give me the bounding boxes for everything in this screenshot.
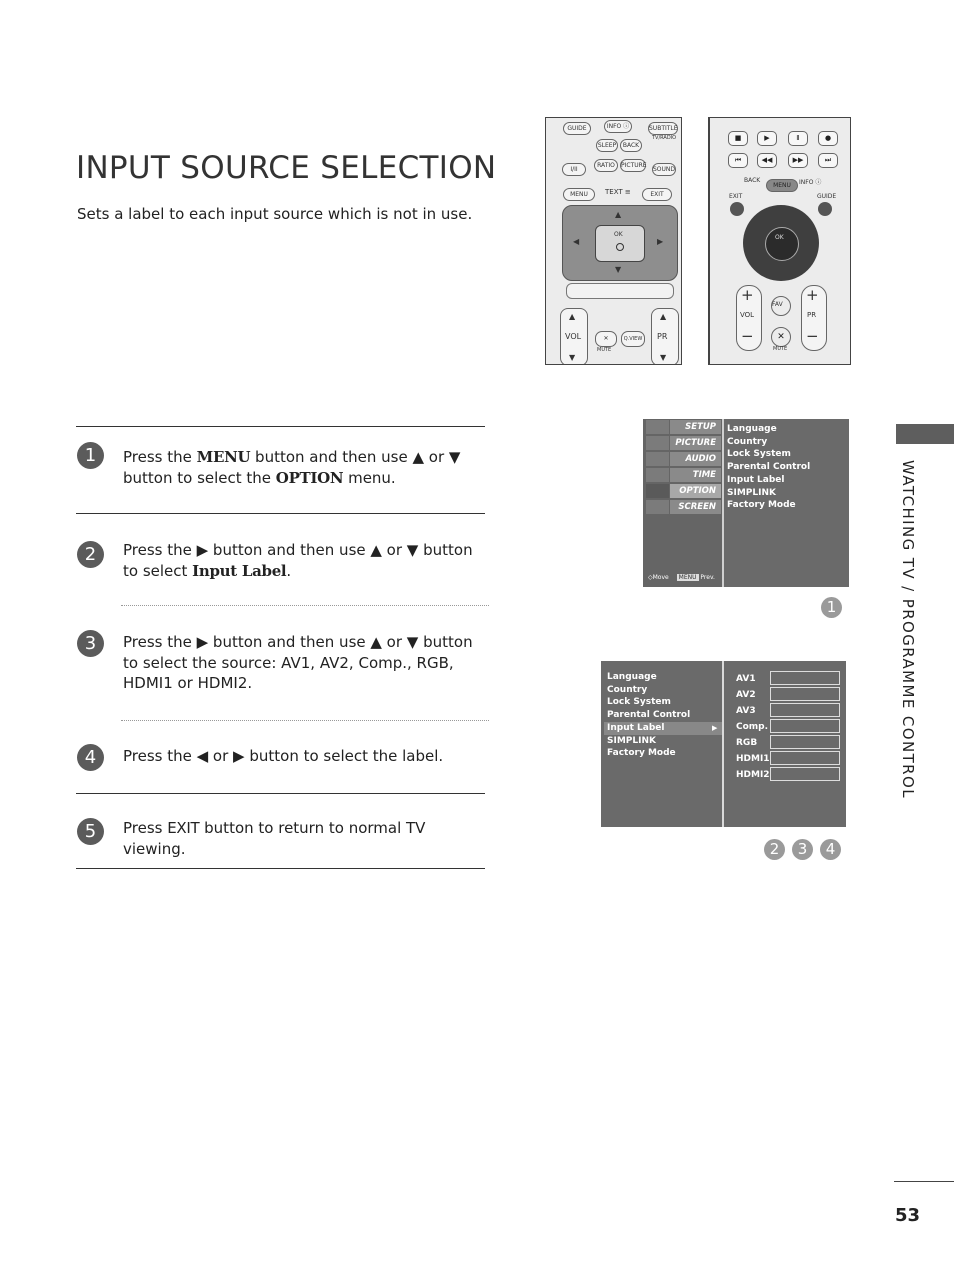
- osd-item: Factory Mode: [727, 500, 796, 511]
- color-keys-row: [566, 283, 674, 299]
- right-arrow-icon: ▶: [712, 724, 718, 732]
- source-label: HDMI1: [736, 754, 770, 764]
- record-button: ●: [818, 131, 838, 146]
- label-field: [770, 751, 840, 765]
- step-number-5: 5: [77, 818, 104, 845]
- label-field: [770, 735, 840, 749]
- pr-down-icon: ▼: [660, 353, 667, 362]
- step-2-text: Press the ▶ button and then use ▲ or ▼ button to select Input Label.: [123, 541, 473, 580]
- osd-item-selected: Input Label: [607, 722, 665, 733]
- source-label: Comp.: [736, 722, 769, 732]
- vol-down-icon: ▼: [569, 353, 576, 362]
- menu-button: MENU: [563, 188, 595, 201]
- remote-control-image-2: [708, 117, 851, 365]
- page-subtitle: Sets a label to each input source which is not in use.: [77, 205, 473, 223]
- picture-icon: [646, 436, 669, 450]
- setup-icon: [646, 420, 669, 434]
- step-number-4: 4: [77, 744, 104, 771]
- source-label: AV2: [736, 690, 756, 700]
- next-button: ⏭: [818, 153, 838, 168]
- step-divider: [76, 513, 485, 514]
- vol-up-icon: ▲: [569, 312, 576, 321]
- osd2-source-list: [736, 671, 770, 783]
- osd-item: SIMPLINK: [607, 735, 656, 746]
- ok-button-2: OK: [765, 227, 799, 261]
- vol-plus-icon: +: [741, 286, 754, 304]
- step-divider-dotted: [121, 605, 489, 606]
- source-label: AV1: [736, 674, 756, 684]
- page-number: 53: [895, 1205, 921, 1226]
- picture-button: PICTURE: [620, 159, 646, 172]
- iv-button: I/II: [562, 163, 586, 176]
- screen-icon: [646, 500, 669, 514]
- osd-item: Parental Control: [607, 710, 691, 721]
- vol-minus-icon: −: [741, 327, 754, 345]
- up-arrow-icon: ▲: [615, 210, 622, 219]
- menu-button-2: MENU: [766, 179, 798, 192]
- step-badge-2: 2: [764, 839, 785, 860]
- pr-minus-icon: −: [806, 327, 819, 345]
- move-icon: ◇: [648, 574, 653, 581]
- step-number-2: 2: [77, 541, 104, 568]
- osd2-divider: [722, 661, 724, 827]
- option-keyword: OPTION: [275, 468, 344, 487]
- step-divider-dotted: [121, 720, 489, 721]
- tab-time: TIME: [670, 468, 721, 482]
- exit-button-2: [730, 202, 744, 216]
- mute-label: MUTE: [597, 347, 612, 353]
- rewind-button: ◀◀: [757, 153, 777, 168]
- osd-item: Parental Control: [727, 462, 811, 473]
- ok-center-dot: [616, 243, 624, 251]
- osd-item: Language: [607, 672, 657, 682]
- step-divider: [76, 868, 485, 869]
- exit-button: EXIT: [642, 188, 672, 201]
- menu-key-badge: MENU: [678, 574, 697, 581]
- tab-audio: AUDIO: [670, 452, 721, 466]
- page-number-rule: [894, 1181, 954, 1182]
- label-field: [770, 671, 840, 685]
- guide-button: GUIDE: [563, 122, 591, 135]
- stop-button: ■: [728, 131, 748, 146]
- step-3-text: Press the ▶ button and then use ▲ or ▼ button to select the source: AV1, AV2, Comp., RGB, HDMI1 or HDMI2.: [123, 633, 473, 692]
- mute-label-2: MUTE: [773, 346, 788, 352]
- info-button: INFO ⓘ: [604, 120, 632, 133]
- pr-label: PR: [657, 332, 668, 341]
- source-label: AV3: [736, 706, 756, 716]
- fav-circle: [771, 296, 791, 316]
- play-button: ▶: [757, 131, 777, 146]
- time-icon: [646, 468, 669, 482]
- exit-keyword: EXIT: [167, 819, 200, 837]
- osd-item: Country: [727, 436, 768, 447]
- audio-icon: [646, 452, 669, 466]
- input-label-keyword: Input Label: [192, 561, 287, 580]
- section-side-label: WATCHING TV / PROGRAMME CONTROL: [899, 460, 917, 799]
- info-label: INFO ⓘ: [799, 179, 822, 186]
- tab-picture: PICTURE: [670, 436, 721, 450]
- label-field: [770, 719, 840, 733]
- ratio-button: RATIO: [594, 159, 618, 172]
- osd-option-items: [727, 423, 810, 512]
- page-title: INPUT SOURCE SELECTION: [76, 150, 497, 186]
- step-number-1: 1: [77, 442, 104, 469]
- label-field: [770, 703, 840, 717]
- label-field: [770, 767, 840, 781]
- guide-label: GUIDE: [817, 193, 837, 200]
- step-4-text: Press the ◀ or ▶ button to select the label.: [123, 747, 444, 765]
- osd-item: Country: [607, 684, 648, 695]
- option-icon: [646, 484, 669, 498]
- subtitle-button: SUBTITLE: [648, 122, 678, 135]
- vol-label: VOL: [565, 332, 582, 341]
- back-button: BACK: [620, 139, 642, 152]
- osd-item: Lock System: [727, 449, 791, 460]
- menu-keyword: MENU: [196, 448, 251, 466]
- osd-footer: ◇Move MENU Prev.: [648, 574, 715, 581]
- vol-label-2: VOL: [740, 311, 755, 319]
- guide-button-2: [818, 202, 832, 216]
- source-label: RGB: [736, 738, 758, 748]
- ok-button: OK: [595, 225, 645, 262]
- right-arrow-icon: ▶: [657, 237, 664, 246]
- osd-item: Language: [727, 424, 777, 434]
- tvradio-label: TV/RADIO: [652, 135, 677, 141]
- pause-button: Ⅱ: [788, 131, 808, 146]
- label-field: [770, 687, 840, 701]
- fast-forward-button: ▶▶: [788, 153, 808, 168]
- left-arrow-icon: ◀: [573, 237, 580, 246]
- pr-label-2: PR: [807, 311, 817, 319]
- tab-option: OPTION: [670, 484, 721, 498]
- osd2-option-items: [607, 671, 690, 760]
- tab-setup: SETUP: [670, 420, 721, 434]
- sleep-button: SLEEP: [596, 139, 618, 152]
- text-button: TEXT ≡: [605, 188, 631, 196]
- mute-button: ✕: [595, 331, 617, 347]
- prev-button: ⏮: [728, 153, 748, 168]
- step-divider: [76, 793, 485, 794]
- source-label: HDMI2: [736, 770, 770, 780]
- step-badge-4: 4: [820, 839, 841, 860]
- sound-button: SOUND: [652, 163, 676, 176]
- fav-button: FAV: [772, 301, 783, 308]
- step-divider: [76, 426, 485, 427]
- step-badge-1: 1: [821, 597, 842, 618]
- mute-button-2: ✕: [771, 327, 791, 347]
- qview-button: Q.VIEW: [621, 331, 645, 347]
- down-arrow-icon: ▼: [615, 265, 622, 274]
- osd-item: Lock System: [607, 697, 671, 708]
- osd-item: Factory Mode: [607, 748, 676, 759]
- pr-up-icon: ▲: [660, 312, 667, 321]
- pr-plus-icon: +: [806, 286, 819, 304]
- step-number-3: 3: [77, 630, 104, 657]
- section-tab-marker: [896, 424, 954, 444]
- step-1-text: Press the MENU button and then use ▲ or ▼ button to select the OPTION menu.: [123, 448, 461, 487]
- exit-label: EXIT: [729, 193, 743, 200]
- osd-item: SIMPLINK: [727, 487, 776, 498]
- step-badge-3: 3: [792, 839, 813, 860]
- remote-control-image-1: [545, 117, 682, 365]
- tab-screen: SCREEN: [670, 500, 721, 514]
- step-5-text: Press EXIT button to return to normal TV viewing.: [123, 819, 426, 858]
- osd-item: Input Label: [727, 474, 785, 485]
- back-label: BACK: [744, 177, 761, 184]
